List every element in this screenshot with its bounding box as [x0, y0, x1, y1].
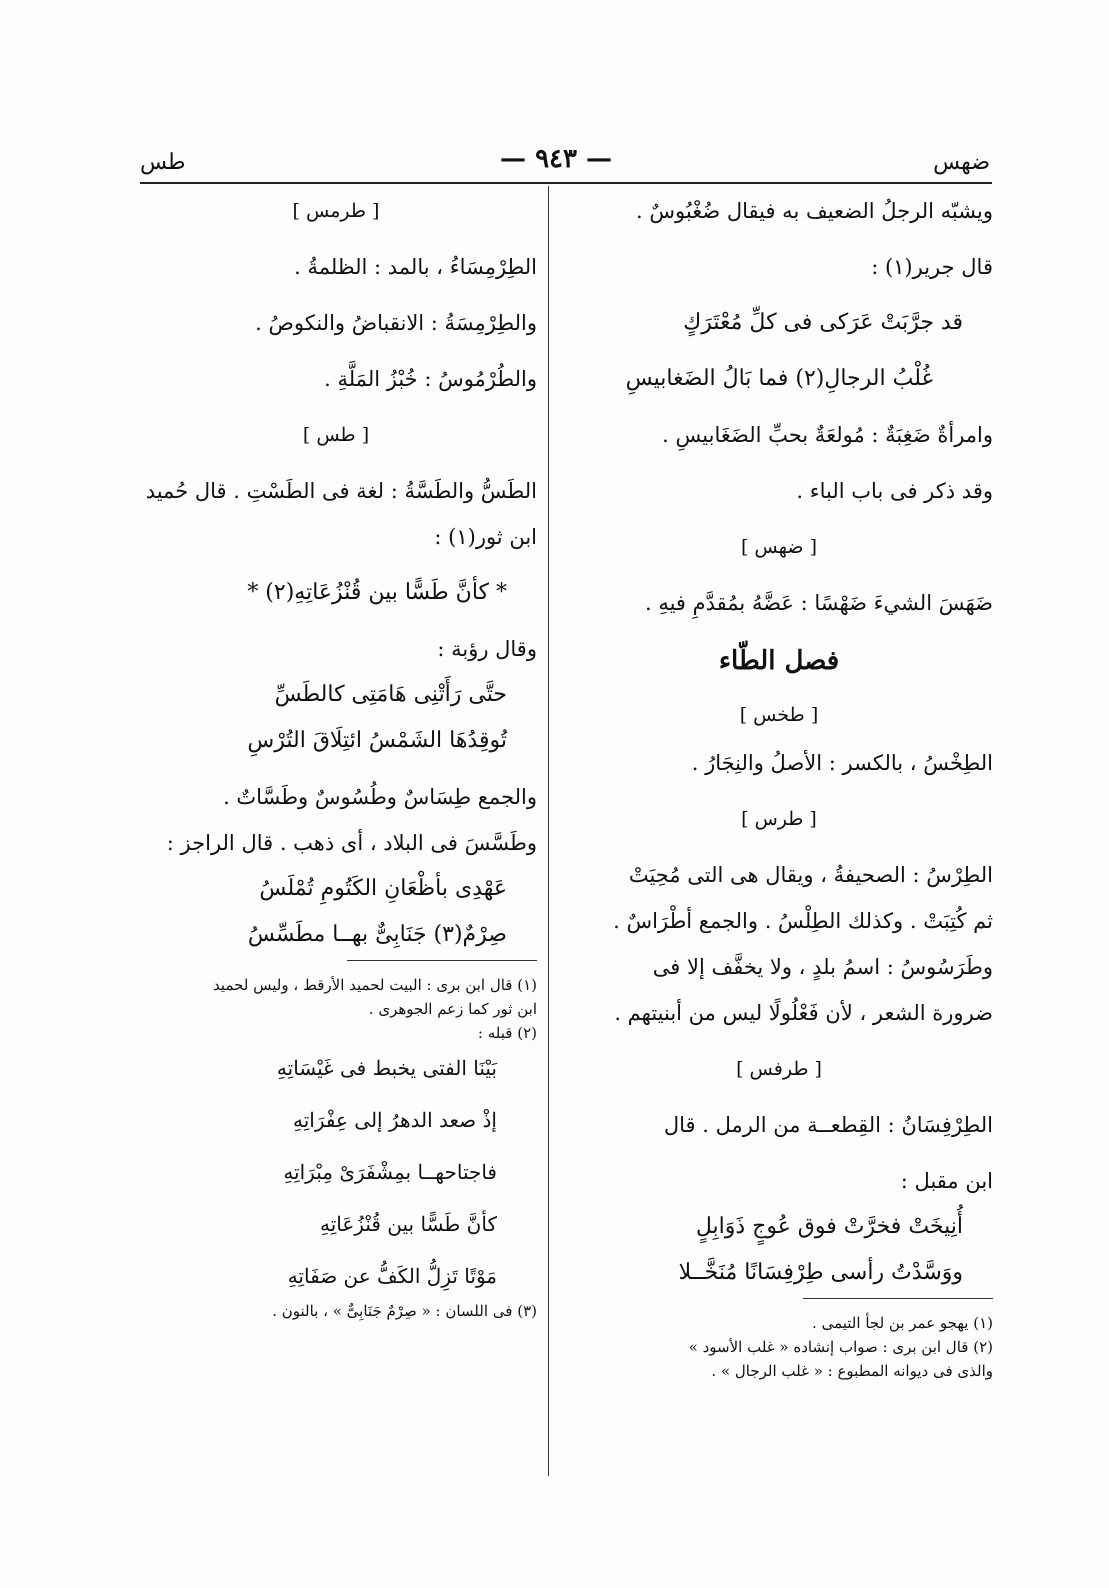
text-line: ابن مقبل : — [900, 1169, 993, 1193]
column-divider — [548, 186, 549, 1476]
section-heading: فصل الطّاء — [718, 646, 840, 676]
verse-line: غُلْبُ الرجالِ(٢) فما بَالُ الضَغابيسِ — [625, 366, 933, 391]
text-line: والجمع طِسَاسٌ وطُسُوسٌ وطَسَّاتٌ . — [223, 785, 537, 809]
footnote-rule — [347, 960, 537, 961]
footnote-verse: كأنَّ طَسًّا بين قُنْزُعَاتِهِ — [319, 1212, 497, 1236]
text-line: ثم كُتِبَتْ . وكذلك الطِلْسُ . والجمع أطْرَاسٌ . — [613, 909, 993, 933]
text-line: وقد ذكر فى باب الباء . — [796, 479, 993, 503]
header-rule — [140, 182, 992, 184]
left-column — [135, 196, 537, 1323]
verse-line: أُنِيخَتْ فخرَّتْ فوق عُوجٍ ذَوَابِلٍ — [695, 1214, 963, 1239]
footnote: (٣) فى اللسان : « صِرْمٌ جَنَابِىٌّ » ، بالنون . — [272, 1302, 537, 1320]
header-catchword-left: طس — [140, 150, 186, 175]
entry-heading: [ طرس ] — [741, 808, 817, 830]
text-line: الطِرْفِسَانُ : القِطعــة من الرمل . قال — [663, 1113, 993, 1137]
verse-line: ووَسَّدْتُ رأسى طِرْفِسَانًا مُنَخَّــلا — [678, 1260, 963, 1285]
footnote-verse: إذْ صعد الدهرُ إلى عِفْرَاتِهِ — [292, 1108, 497, 1132]
text-line: الطَسُّ والطَسَّةُ : لغة فى الطَسْتِ . قال حُميد — [145, 479, 537, 503]
footnote: والذى فى ديوانه المطبوع : « غلب الرجال » . — [711, 1362, 993, 1380]
text-line: قال جرير(١) : — [871, 255, 993, 279]
footnote-rule — [803, 1298, 993, 1299]
footnote: (٢) قال ابن برى : صواب إنشاده « غلب الأسود » — [688, 1338, 993, 1356]
verse-line: عَهْدِى بأظْعَانِ الكَتُومِ تُمْلَسُ — [259, 876, 507, 901]
right-column — [565, 196, 993, 1383]
footnote: (١) يهجو عمر بن لجأ التيمى . — [812, 1314, 993, 1332]
footnote-verse: بَيْنَا الفتى يخبط فى غَيْسَاتِهِ — [276, 1056, 497, 1080]
verse-line: * كأنَّ طَسًّا بين قُنْزُعَاتِهِ(٢) * — [247, 580, 507, 605]
entry-heading: [ طرفس ] — [736, 1058, 822, 1080]
text-line: الطِرْمِسَاءُ ، بالمد : الظلمةُ . — [294, 255, 537, 279]
text-line: ضَهَسَ الشيءَ ضَهْسًا : عَضَّهُ بمُقدَّمِ فيهِ . — [644, 591, 993, 615]
text-line: والطِرْمِسَةُ : الانقباضُ والنكوصُ . — [255, 311, 537, 335]
entry-heading: [ طرمس ] — [292, 200, 380, 222]
text-line: وقال رؤبة : — [437, 637, 537, 661]
verse-line: صِرْمٌ(٣) جَنَابِىٌّ بهــا مطَسِّسُ — [247, 922, 507, 947]
footnote: (٢) قبله : — [477, 1024, 537, 1042]
entry-heading: [ طس ] — [302, 424, 370, 446]
text-line: وطَرَسُوسُ : اسمُ بلدٍ ، ولا يخفَّف إلا فى — [652, 955, 993, 979]
verse-line: قد جرَّبَتْ عَرَكى فى كلِّ مُعْتَرَكٍ — [683, 310, 963, 335]
header-catchword-right: ضهس — [933, 150, 990, 175]
verse-line: حتَّى رَأَتْنِى هَامَتِى كالطَسِّ — [274, 682, 507, 707]
text-line: الطِرْسُ : الصحيفةُ ، ويقال هى التى مُحِيَتْ — [628, 863, 993, 887]
footnote-verse: مَوْتًا تَزِلُّ الكَفُّ عن صَفَاتِهِ — [287, 1264, 497, 1288]
footnote-verse: فاجتاحهــا بمِشْفَرَىْ مِبْرَاتِهِ — [283, 1160, 497, 1184]
entry-heading: [ ضهس ] — [740, 536, 818, 558]
text-line: والطُرْمُوسُ : خُبْزُ المَلَّةِ . — [324, 367, 537, 391]
text-line: ضرورة الشعر ، لأن فَعْلُولًا ليس من أبنيتهم . — [614, 1001, 993, 1025]
page-header — [140, 140, 990, 184]
text-line: وطَسَّسَ فى البلاد ، أى ذهب . قال الراجز : — [166, 831, 537, 855]
text-line: الطِخْسُ ، بالكسر : الأصلُ والنِجَارُ . — [691, 751, 993, 775]
text-line: وامرأةٌ ضَغِبَةٌ : مُولعَةٌ بحبِّ الضَغَابيسِ . — [662, 423, 993, 447]
entry-heading: [ طخس ] — [739, 704, 819, 726]
text-line: ابن ثور(١) : — [434, 525, 537, 549]
footnote: (١) قال ابن برى : البيت لحميد الأرقط ، وليس لحميد — [213, 976, 537, 994]
page-number: — ٩٤٣ — — [500, 144, 613, 174]
footnote: ابن ثور كما زعم الجوهرى . — [368, 1000, 537, 1018]
text-line: ويشبّه الرجلُ الضعيف به فيقال ضُغْبُوسٌ . — [636, 199, 993, 223]
verse-line: تُوقِدُهَا الشَمْسُ ائتِلَاقَ التُرْسِ — [247, 728, 507, 753]
